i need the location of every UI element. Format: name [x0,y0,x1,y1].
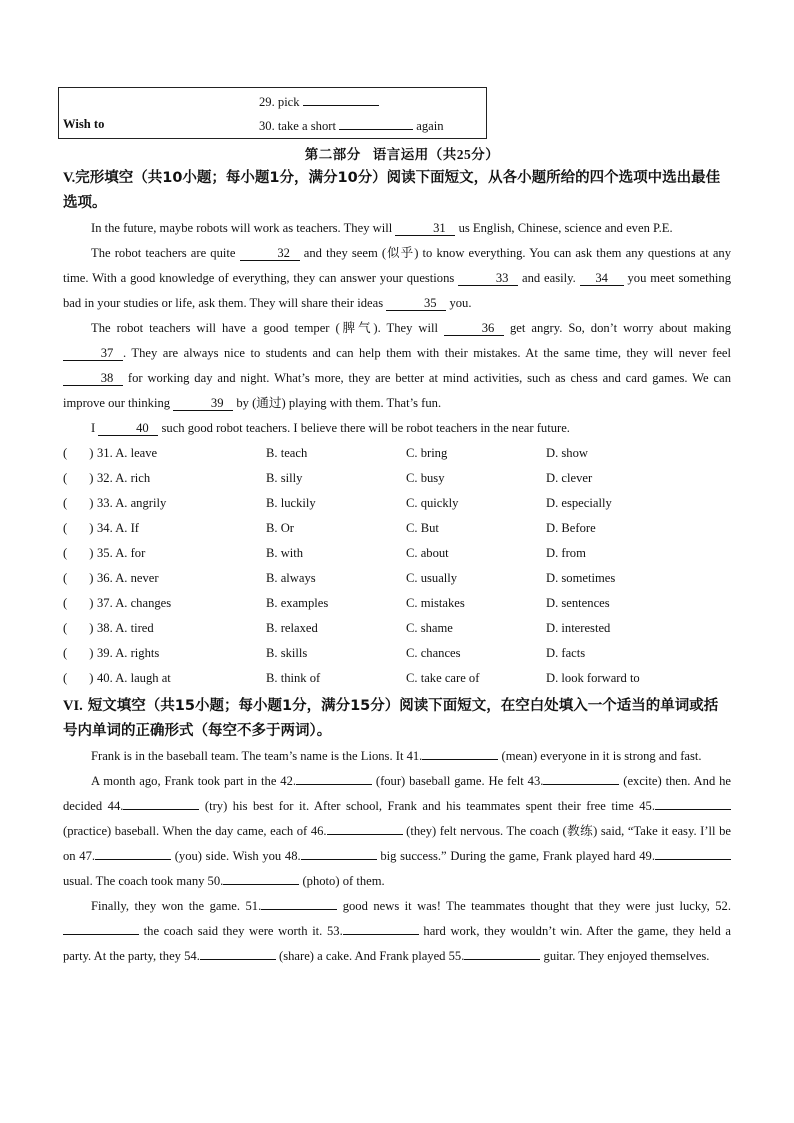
answer-paren[interactable]: ( ) [63,596,94,610]
answer-paren[interactable]: ( ) [63,471,94,485]
option-row-33: ( ) 33. A. angrily B. luckily C. quickly D. especially [63,491,731,516]
wish-label: Wish to [63,117,105,131]
blank-41[interactable] [422,746,498,760]
answer-paren[interactable]: ( ) [63,496,94,510]
blank-54[interactable] [200,946,276,960]
answer-paren[interactable]: ( ) [63,621,94,635]
blank-52[interactable] [63,921,139,935]
blank-43[interactable] [543,771,619,785]
option-row-40: ( ) 40. A. laugh at B. think of C. take care of D. look forward to [63,666,731,691]
blank-49[interactable] [655,846,731,860]
option-row-32: ( ) 32. A. rich B. silly C. busy D. clever [63,466,731,491]
options-list [63,441,731,691]
blank-39[interactable]: 39 [173,396,233,411]
option-row-39: ( ) 39. A. rights B. skills C. chances D. facts [63,641,731,666]
blank-50[interactable] [223,871,299,885]
answer-paren[interactable]: ( ) [63,671,94,685]
blank-42[interactable] [296,771,372,785]
answer-blank[interactable] [339,117,413,130]
blank-32[interactable]: 32 [240,246,300,261]
blank-48[interactable] [301,846,377,860]
section-heading-fill-in: VI. 短文填空（共15小题；每小题1分，满分15分）阅读下面短文，在空白处填入一个适当的单词或括号内单词的正确形式（每空不多于两词）。 [63,698,719,739]
fill-paragraph: Frank is in the baseball team. The team’s name is the Lions. It 41. (mean) everyone in it is strong and fast. [63,744,731,769]
cloze-paragraph: I 40 such good robot teachers. I believe there will be robot teachers in the near future. [91,421,570,435]
answer-blank[interactable] [303,93,379,106]
answer-paren[interactable]: ( ) [63,571,94,585]
blank-44[interactable] [123,796,199,810]
part-title: 第二部分 语言运用（共25分） [304,147,500,162]
cloze-paragraph: The robot teachers will have a good temper (脾气). They will 36 get angry. So, don’t worry about making 37 . They are always nice to students and can help them with their mistakes. At the same time, they will never feel 38 for working day and night. What’s more, they are better at mind activities, such as chess and card games. We can improve our thinking 39 by (通过) playing with them. That’s fun. [63,321,732,410]
blank-53[interactable] [343,921,419,935]
blank-38[interactable]: 38 [63,371,123,386]
blank-34[interactable]: 34 [580,271,624,286]
option-row-34: ( ) 34. A. If B. Or C. But D. Before [63,516,731,541]
blank-51[interactable] [261,896,337,910]
blank-35[interactable]: 35 [386,296,446,311]
fill-paragraph: A month ago, Frank took part in the 42. (four) baseball game. He felt 43. (excite) then. And he decided 44. (try) his best for it. After school, Frank and his teammates spent their free time 45. (practice) baseball. When the day came, each of 46. (they) felt nervous. The coach (教练) said, “Take it easy. I’ll be on 47. (you) side. Wish you 48. big success.” During the game, Frank played hard 49. usual. The coach took many 50. (photo) of them. [63,769,731,894]
blank-33[interactable]: 33 [458,271,518,286]
exam-page [63,87,731,969]
blank-40[interactable]: 40 [98,421,158,436]
table-row-30: 30. take a short again [259,119,444,133]
cloze-paragraph: The robot teachers are quite 32 and they seem (似乎) to know everything. You can ask them any questions at any time. With a good knowledge of everything, they can answer your questions 33 and easily. 34 you meet something bad in your studies or life, ask them. They will share their ideas 35 you. [63,246,732,310]
vocab-table [58,87,487,139]
table-row-29: 29. pick [259,93,379,110]
blank-55[interactable] [464,946,540,960]
blank-37[interactable]: 37 [63,346,123,361]
option-row-31: ( ) 31. A. leave B. teach C. bring D. show [63,441,731,466]
option-row-35: ( ) 35. A. for B. with C. about D. from [63,541,731,566]
answer-paren[interactable]: ( ) [63,546,94,560]
answer-paren[interactable]: ( ) [63,446,94,460]
blank-31[interactable]: 31 [395,221,455,236]
blank-36[interactable]: 36 [444,321,504,336]
option-row-37: ( ) 37. A. changes B. examples C. mistakes D. sentences [63,591,731,616]
blank-45[interactable] [655,796,731,810]
option-row-38: ( ) 38. A. tired B. relaxed C. shame D. interested [63,616,731,641]
option-row-36: ( ) 36. A. never B. always C. usually D. sometimes [63,566,731,591]
fill-paragraph: Finally, they won the game. 51. good news it was! The teammates thought that they were just lucky, 52. the coach said they were worth it. 53. hard work, they wouldn’t win. After the game, they held a party. At the party, they 54. (share) a cake. And Frank played 55. guitar. They enjoyed themselves. [63,894,731,969]
blank-47[interactable] [95,846,171,860]
answer-paren[interactable]: ( ) [63,646,94,660]
cloze-paragraph: In the future, maybe robots will work as teachers. They will 31 us English, Chinese, science and even P.E. [91,221,673,235]
section-heading-cloze: V.完形填空（共10小题；每小题1分，满分10分）阅读下面短文，从各小题所给的四个选项中选出最佳选项。 [63,170,721,211]
answer-paren[interactable]: ( ) [63,521,94,535]
blank-46[interactable] [327,821,403,835]
